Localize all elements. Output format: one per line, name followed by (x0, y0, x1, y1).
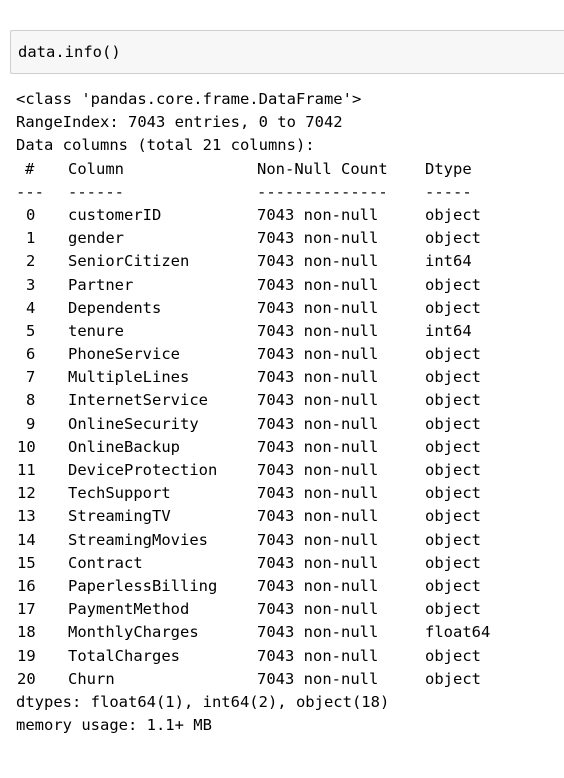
table-row (16, 575, 556, 598)
table-row (16, 204, 556, 227)
row-column-name: SeniorCitizen (68, 252, 190, 271)
separator-hash: --- (16, 182, 44, 201)
row-column-name: MonthlyCharges (68, 623, 199, 642)
header-hash: # (25, 159, 35, 178)
row-non-null-count: 7043 non-null (257, 414, 379, 433)
row-non-null-count: 7043 non-null (257, 646, 379, 665)
row-index: 2 (26, 252, 36, 271)
row-dtype: object (425, 275, 481, 294)
table-row (16, 668, 556, 691)
row-dtype: object (425, 484, 481, 503)
row-non-null-count: 7043 non-null (257, 391, 379, 410)
table-row (16, 227, 556, 250)
separator-column: ------ (68, 182, 124, 201)
row-dtype: int64 (425, 321, 472, 340)
row-non-null-count: 7043 non-null (257, 437, 379, 456)
row-index: 7 (26, 368, 36, 387)
table-row (16, 529, 556, 552)
row-index: 19 (17, 646, 36, 665)
row-column-name: PhoneService (68, 345, 180, 364)
row-non-null-count: 7043 non-null (257, 553, 379, 572)
row-index: 15 (17, 553, 36, 572)
row-non-null-count: 7043 non-null (257, 298, 379, 317)
row-dtype: object (425, 205, 481, 224)
row-index: 20 (17, 669, 36, 688)
separator-dtype: ----- (425, 182, 472, 201)
row-column-name: Contract (68, 553, 143, 572)
separator-non-null: -------------- (257, 182, 388, 201)
row-non-null-count: 7043 non-null (257, 530, 379, 549)
row-column-name: StreamingMovies (68, 530, 208, 549)
row-non-null-count: 7043 non-null (257, 461, 379, 479)
row-index: 14 (17, 530, 36, 549)
row-column-name: PaymentMethod (68, 600, 190, 619)
row-non-null-count: 7043 non-null (257, 623, 379, 642)
row-dtype: object (425, 507, 481, 526)
row-index: 9 (26, 414, 36, 433)
row-dtype: object (425, 646, 481, 665)
row-non-null-count: 7043 non-null (257, 205, 379, 224)
table-row (16, 505, 556, 528)
row-column-name: OnlineBackup (68, 437, 180, 456)
header-dtype: Dtype (425, 159, 472, 178)
row-index: 1 (26, 229, 36, 248)
row-index: 17 (17, 600, 36, 619)
row-column-name: OnlineSecurity (68, 414, 199, 433)
row-column-name: DeviceProtection (68, 461, 218, 479)
row-index: 8 (26, 391, 36, 410)
row-non-null-count: 7043 non-null (257, 345, 379, 364)
column-rows (16, 204, 556, 691)
table-row (16, 343, 556, 366)
row-column-name: Churn (68, 669, 115, 688)
row-index: 12 (17, 484, 36, 503)
row-column-name: Dependents (68, 298, 162, 317)
data-columns-line: Data columns (total 21 columns): (16, 136, 315, 155)
row-dtype: object (425, 576, 481, 595)
row-non-null-count: 7043 non-null (257, 252, 379, 271)
table-row (16, 274, 556, 297)
row-non-null-count: 7043 non-null (257, 669, 379, 688)
row-non-null-count: 7043 non-null (257, 507, 379, 526)
dtypes-line: dtypes: float64(1), int64(2), object(18) (16, 692, 390, 711)
row-column-name: StreamingTV (68, 507, 171, 526)
row-non-null-count: 7043 non-null (257, 484, 379, 503)
cell-output (16, 88, 556, 737)
table-row (16, 552, 556, 575)
row-index: 13 (17, 507, 36, 526)
row-column-name: TotalCharges (68, 646, 180, 665)
row-index: 4 (26, 298, 36, 317)
table-row (16, 320, 556, 343)
row-index: 11 (17, 461, 36, 479)
row-non-null-count: 7043 non-null (257, 229, 379, 248)
row-column-name: tenure (68, 321, 124, 340)
row-non-null-count: 7043 non-null (257, 600, 379, 619)
class-line: <class 'pandas.core.frame.DataFrame'> (16, 90, 362, 108)
table-row (16, 250, 556, 273)
range-index-line: RangeIndex: 7043 entries, 0 to 7042 (16, 113, 343, 132)
row-dtype: object (425, 345, 481, 364)
row-index: 3 (26, 275, 36, 294)
row-dtype: object (425, 368, 481, 387)
code-input[interactable]: data.info() (18, 43, 121, 61)
row-dtype: object (425, 414, 481, 433)
row-dtype: int64 (425, 252, 472, 271)
row-index: 18 (17, 623, 36, 642)
table-separator (16, 181, 556, 204)
row-column-name: InternetService (68, 391, 208, 410)
row-index: 16 (17, 576, 36, 595)
row-column-name: Partner (68, 275, 134, 294)
row-index: 6 (26, 345, 36, 364)
row-column-name: PaperlessBilling (68, 576, 218, 595)
code-input-cell[interactable] (10, 30, 564, 74)
table-header (16, 158, 556, 181)
row-non-null-count: 7043 non-null (257, 275, 379, 294)
row-dtype: object (425, 298, 481, 317)
row-column-name: customerID (68, 205, 162, 224)
row-dtype: object (425, 461, 481, 479)
table-row (16, 598, 556, 621)
row-index: 10 (17, 437, 36, 456)
row-non-null-count: 7043 non-null (257, 368, 379, 387)
row-dtype: object (425, 229, 481, 248)
header-column: Column (68, 159, 124, 178)
header-non-null: Non-Null Count (257, 159, 388, 178)
table-row (16, 459, 556, 482)
row-dtype: float64 (425, 623, 491, 642)
row-column-name: gender (68, 229, 124, 248)
row-dtype: object (425, 437, 481, 456)
table-row (16, 413, 556, 436)
row-column-name: TechSupport (68, 484, 171, 503)
row-column-name: MultipleLines (68, 368, 190, 387)
row-dtype: object (425, 553, 481, 572)
table-row (16, 482, 556, 505)
table-row (16, 436, 556, 459)
memory-line: memory usage: 1.1+ MB (16, 716, 212, 735)
row-dtype: object (425, 600, 481, 619)
row-dtype: object (425, 669, 481, 688)
row-index: 5 (26, 321, 36, 340)
row-dtype: object (425, 391, 481, 410)
row-dtype: object (425, 530, 481, 549)
table-row (16, 297, 556, 320)
row-index: 0 (26, 205, 36, 224)
row-non-null-count: 7043 non-null (257, 321, 379, 340)
table-row (16, 389, 556, 412)
table-row (16, 621, 556, 644)
table-row (16, 366, 556, 389)
table-row (16, 645, 556, 668)
row-non-null-count: 7043 non-null (257, 576, 379, 595)
